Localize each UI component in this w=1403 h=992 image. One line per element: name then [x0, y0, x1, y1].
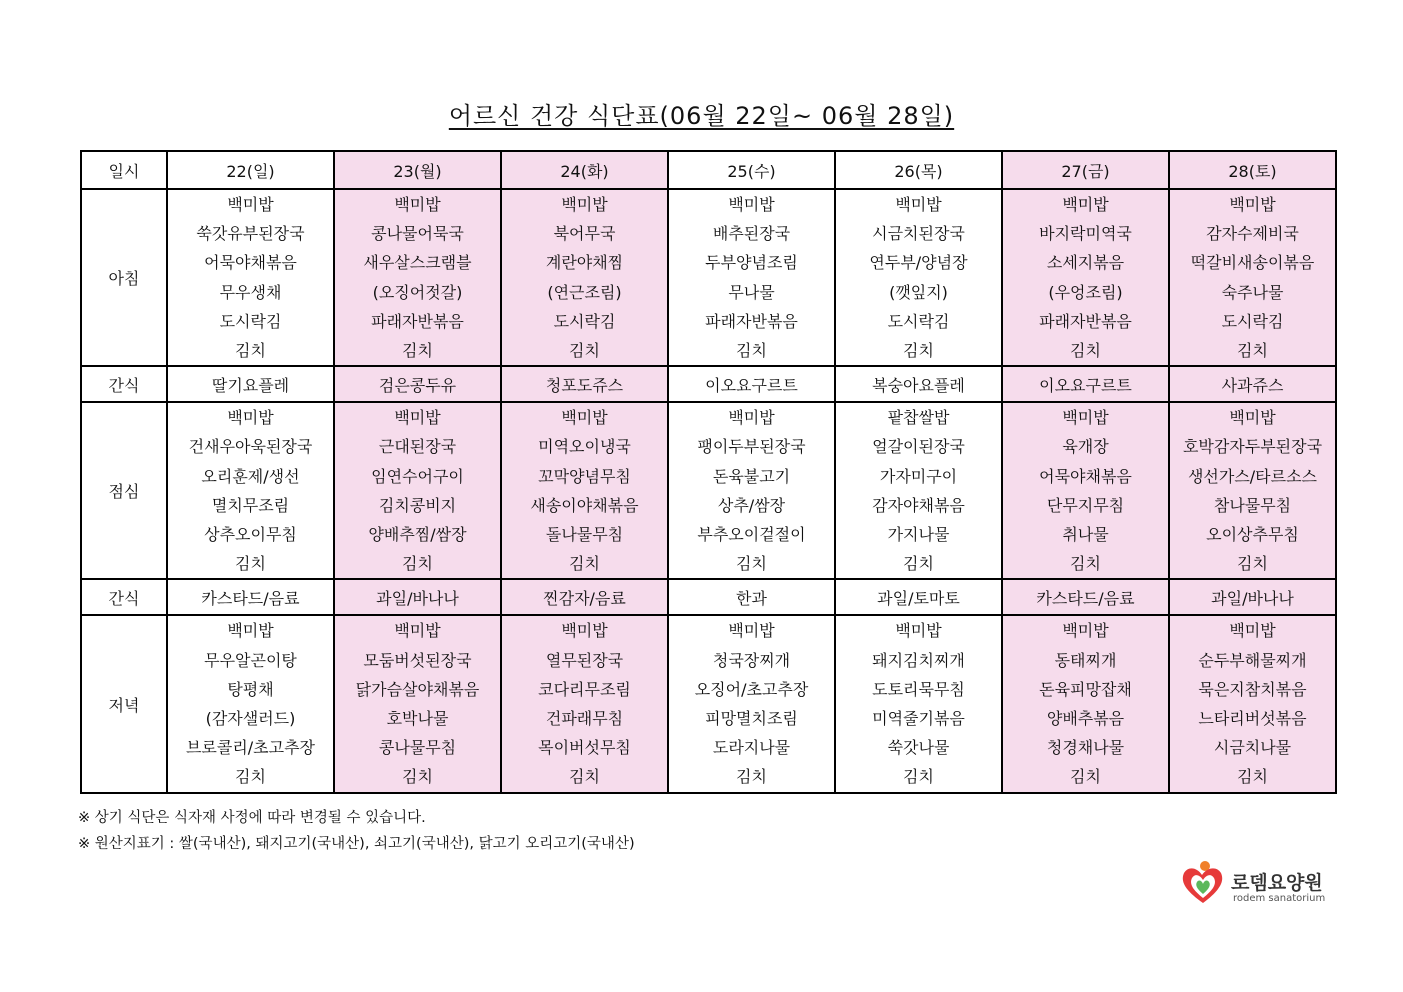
- snack-cell: 사과쥬스: [1169, 366, 1336, 402]
- menu-item: 동태찌개: [1054, 650, 1117, 670]
- menu-item: 양배추볶음: [1046, 709, 1125, 729]
- menu-item: 백미밥: [394, 621, 441, 641]
- menu-item: 두부양념조림: [705, 253, 798, 273]
- menu-item: 김치: [402, 554, 433, 574]
- menu-item: 멸치무조림: [211, 495, 290, 515]
- menu-item: 팥찹쌀밥: [887, 408, 950, 428]
- menu-item: 코다리무조림: [538, 679, 631, 699]
- logo-name: 로뎀요양원: [1231, 872, 1323, 894]
- menu-item: 김치: [1070, 767, 1101, 787]
- menu-item: 백미밥: [1062, 408, 1109, 428]
- logo-subtitle: rodem sanatorium: [1233, 893, 1326, 904]
- menu-cell: [668, 615, 835, 792]
- menu-item: 어묵야채볶음: [1039, 466, 1132, 486]
- snack-cell: 한과: [668, 579, 835, 615]
- menu-item: 어묵야채볶음: [204, 253, 297, 273]
- snack-cell: 이오요구르트: [1002, 366, 1169, 402]
- menu-item: 김치콩비지: [378, 495, 457, 515]
- menu-item: 백미밥: [728, 621, 775, 641]
- menu-item: 양배추찜/쌈장: [368, 525, 467, 545]
- menu-item: 감자야채볶음: [872, 495, 965, 515]
- menu-item: 돌나물무침: [545, 525, 624, 545]
- menu-item: 호박나물: [386, 709, 449, 729]
- day-header-thu: 26(목): [835, 151, 1002, 189]
- meal-label-lunch: 점심: [81, 402, 167, 579]
- menu-item: (오징어젓갈): [372, 282, 463, 302]
- day-header-mon: 23(월): [334, 151, 501, 189]
- snack-cell: 과일/바나나: [1169, 579, 1336, 615]
- menu-cell: [334, 402, 501, 579]
- menu-item: 청경채나물: [1046, 738, 1125, 758]
- menu-item: 콩나물어묵국: [371, 224, 464, 244]
- menu-item: 김치: [1070, 554, 1101, 574]
- menu-item: 파래자반볶음: [1039, 311, 1132, 331]
- menu-item: 김치: [235, 341, 266, 361]
- menu-item: 미역오이냉국: [538, 437, 631, 457]
- menu-item: 생선가스/타르소스: [1187, 466, 1318, 486]
- menu-cell: [167, 402, 334, 579]
- menu-item: 돈육피망잡채: [1039, 679, 1132, 699]
- menu-item: 숙주나물: [1221, 282, 1284, 302]
- rodem-logo: [1178, 858, 1348, 908]
- snack-cell: 청포도쥬스: [501, 366, 668, 402]
- menu-item: 가지나물: [887, 525, 950, 545]
- snack-cell: 검은콩두유: [334, 366, 501, 402]
- menu-item: 열무된장국: [545, 650, 624, 670]
- day-header-fri: 27(금): [1002, 151, 1169, 189]
- snack-cell: 카스타드/음료: [167, 579, 334, 615]
- menu-item: 단무지무침: [1046, 495, 1125, 515]
- snack-row-morning: [81, 366, 1336, 402]
- menu-item: 참나물무침: [1213, 495, 1292, 515]
- menu-item: 무우생채: [219, 282, 282, 302]
- menu-item: 취나물: [1062, 525, 1109, 545]
- menu-item: 건새우아욱된장국: [188, 437, 313, 457]
- menu-item: 콩나물무침: [378, 738, 457, 758]
- menu-item: 건파래무침: [545, 709, 624, 729]
- menu-item: (깻잎지): [889, 282, 948, 302]
- menu-item: 소세지볶음: [1046, 253, 1125, 273]
- menu-item: 오징어/초고추장: [694, 679, 809, 699]
- menu-item: 근대된장국: [378, 437, 457, 457]
- menu-item: 청국장찌개: [712, 650, 791, 670]
- menu-item: 북어무국: [553, 224, 616, 244]
- menu-item: 백미밥: [561, 621, 608, 641]
- menu-item: 피망멸치조림: [705, 709, 798, 729]
- menu-item: 떡갈비새송이볶음: [1190, 253, 1315, 273]
- day-header-sun: 22(일): [167, 151, 334, 189]
- snack-cell: 과일/토마토: [835, 579, 1002, 615]
- menu-cell: [1002, 402, 1169, 579]
- menu-item: 백미밥: [394, 408, 441, 428]
- menu-cell: [501, 402, 668, 579]
- menu-item: 백미밥: [1229, 408, 1276, 428]
- menu-item: 쑥갓유부된장국: [196, 224, 305, 244]
- menu-cell: [334, 189, 501, 366]
- menu-item: 김치: [569, 341, 600, 361]
- menu-item: 시금치나물: [1213, 738, 1292, 758]
- meal-row-lunch: [81, 402, 1336, 579]
- menu-item: 김치: [569, 554, 600, 574]
- menu-item: 김치: [235, 767, 266, 787]
- menu-cell: [835, 615, 1002, 792]
- menu-item: 김치: [569, 767, 600, 787]
- menu-item: 도시락김: [219, 311, 282, 331]
- menu-item: 무우알곤이탕: [204, 650, 297, 670]
- menu-item: 도라지나물: [712, 738, 791, 758]
- menu-item: 김치: [402, 341, 433, 361]
- menu-item: 김치: [736, 341, 767, 361]
- menu-item: 파래자반볶음: [705, 311, 798, 331]
- menu-item: (감자샐러드): [205, 709, 296, 729]
- menu-item: 백미밥: [728, 408, 775, 428]
- meal-label-dinner: 저녁: [81, 615, 167, 792]
- menu-item: 호박감자두부된장국: [1182, 437, 1323, 457]
- menu-item: 육개장: [1062, 437, 1109, 457]
- menu-item: 백미밥: [1062, 621, 1109, 641]
- menu-item: 무나물: [728, 282, 775, 302]
- menu-item: 백미밥: [1229, 621, 1276, 641]
- menu-item: 김치: [235, 554, 266, 574]
- menu-item: (연근조림): [547, 282, 622, 302]
- menu-item: 돼지김치찌개: [872, 650, 965, 670]
- menu-item: 김치: [1237, 341, 1268, 361]
- menu-item: (우엉조림): [1048, 282, 1123, 302]
- day-header-wed: 25(수): [668, 151, 835, 189]
- menu-item: 백미밥: [895, 621, 942, 641]
- snack-cell: 복숭아요플레: [835, 366, 1002, 402]
- meal-label-breakfast: 아침: [81, 189, 167, 366]
- page-title-text: 어르신 건강 식단표(06월 22일~ 06월 28일): [448, 102, 955, 130]
- weekly-menu-table: [80, 150, 1337, 794]
- menu-cell: [167, 189, 334, 366]
- menu-item: 백미밥: [895, 195, 942, 214]
- menu-item: 새우살스크램블: [363, 253, 472, 273]
- menu-item: 김치: [736, 554, 767, 574]
- menu-item: 백미밥: [227, 408, 274, 428]
- menu-item: 임연수어구이: [371, 466, 464, 486]
- menu-item: 상추/쌈장: [717, 495, 786, 515]
- menu-item: 김치: [1237, 767, 1268, 787]
- menu-item: 백미밥: [561, 408, 608, 428]
- menu-cell: [1002, 615, 1169, 792]
- menu-cell: [1002, 189, 1169, 366]
- menu-item: 백미밥: [394, 195, 441, 214]
- footnote-change-notice: ※ 상기 식단은 식자재 사정에 따라 변경될 수 있습니다.: [78, 810, 426, 826]
- menu-cell: [1169, 402, 1336, 579]
- menu-item: 백미밥: [561, 195, 608, 214]
- menu-item: 느타리버섯볶음: [1198, 709, 1307, 729]
- menu-item: 얼갈이된장국: [872, 437, 965, 457]
- meal-row-dinner: [81, 615, 1336, 792]
- menu-item: 닭가슴살야채볶음: [355, 679, 480, 699]
- menu-item: 팽이두부된장국: [697, 437, 806, 457]
- menu-item: 도시락김: [553, 311, 616, 331]
- menu-item: 탕평채: [227, 679, 274, 699]
- snack-cell: 과일/바나나: [334, 579, 501, 615]
- menu-item: 백미밥: [1062, 195, 1109, 214]
- menu-cell: [501, 189, 668, 366]
- menu-item: 부추오이겉절이: [697, 525, 806, 545]
- menu-cell: [668, 402, 835, 579]
- menu-item: 바지락미역국: [1039, 224, 1132, 244]
- menu-item: 쑥갓나물: [887, 738, 950, 758]
- heart-person-logo-icon: [1178, 858, 1228, 908]
- menu-item: 김치: [903, 767, 934, 787]
- menu-item: 오이상추무침: [1206, 525, 1299, 545]
- menu-item: 김치: [903, 554, 934, 574]
- menu-item: 도시락김: [887, 311, 950, 331]
- menu-item: 돈육불고기: [712, 466, 791, 486]
- menu-item: 묵은지참치볶음: [1198, 679, 1307, 699]
- snack-cell: 찐감자/음료: [501, 579, 668, 615]
- menu-item: 꼬막양념무침: [538, 466, 631, 486]
- footnote-origin-notice: ※ 원산지표기 : 쌀(국내산), 돼지고기(국내산), 쇠고기(국내산), 닭고기 오리고기(국내산): [78, 836, 635, 852]
- menu-item: 순두부해물찌개: [1198, 650, 1307, 670]
- snack-cell: 카스타드/음료: [1002, 579, 1169, 615]
- menu-item: 새송이야채볶음: [530, 495, 639, 515]
- menu-item: 계란야채찜: [545, 253, 624, 273]
- menu-item: 감자수제비국: [1206, 224, 1299, 244]
- menu-item: 김치: [1070, 341, 1101, 361]
- menu-item: 김치: [736, 767, 767, 787]
- meal-row-breakfast: [81, 189, 1336, 366]
- footnotes: [78, 805, 635, 857]
- snack-row-afternoon: [81, 579, 1336, 615]
- menu-item: 백미밥: [227, 195, 274, 214]
- menu-item: 미역줄기볶음: [872, 709, 965, 729]
- menu-item: 모둠버섯된장국: [363, 650, 472, 670]
- header-row: [81, 151, 1336, 189]
- menu-item: 브로콜리/초고추장: [185, 738, 316, 758]
- day-header-sat: 28(토): [1169, 151, 1336, 189]
- snack-cell: 딸기요플레: [167, 366, 334, 402]
- snack-label-afternoon: 간식: [81, 579, 167, 615]
- day-header-tue: 24(화): [501, 151, 668, 189]
- menu-item: 오리훈제/생선: [201, 466, 300, 486]
- menu-item: 시금치된장국: [872, 224, 965, 244]
- menu-item: 김치: [402, 767, 433, 787]
- menu-item: 가자미구이: [879, 466, 958, 486]
- header-label-cell: 일시: [81, 151, 167, 189]
- menu-cell: [835, 402, 1002, 579]
- snack-label-morning: 간식: [81, 366, 167, 402]
- menu-item: 상추오이무침: [204, 525, 297, 545]
- menu-cell: [1169, 615, 1336, 792]
- menu-cell: [334, 615, 501, 792]
- menu-item: 연두부/양념장: [869, 253, 968, 273]
- menu-item: 백미밥: [227, 621, 274, 641]
- menu-cell: [668, 189, 835, 366]
- menu-cell: [501, 615, 668, 792]
- menu-item: 김치: [1237, 554, 1268, 574]
- menu-item: 배추된장국: [712, 224, 791, 244]
- menu-item: 파래자반볶음: [371, 311, 464, 331]
- menu-item: 백미밥: [1229, 195, 1276, 214]
- menu-item: 도토리묵무침: [872, 679, 965, 699]
- menu-item: 백미밥: [728, 195, 775, 214]
- menu-item: 도시락김: [1221, 311, 1284, 331]
- page-title: [0, 96, 1403, 131]
- menu-cell: [1169, 189, 1336, 366]
- menu-item: 김치: [903, 341, 934, 361]
- menu-cell: [167, 615, 334, 792]
- menu-item: 목이버섯무침: [538, 738, 631, 758]
- snack-cell: 이오요구르트: [668, 366, 835, 402]
- menu-cell: [835, 189, 1002, 366]
